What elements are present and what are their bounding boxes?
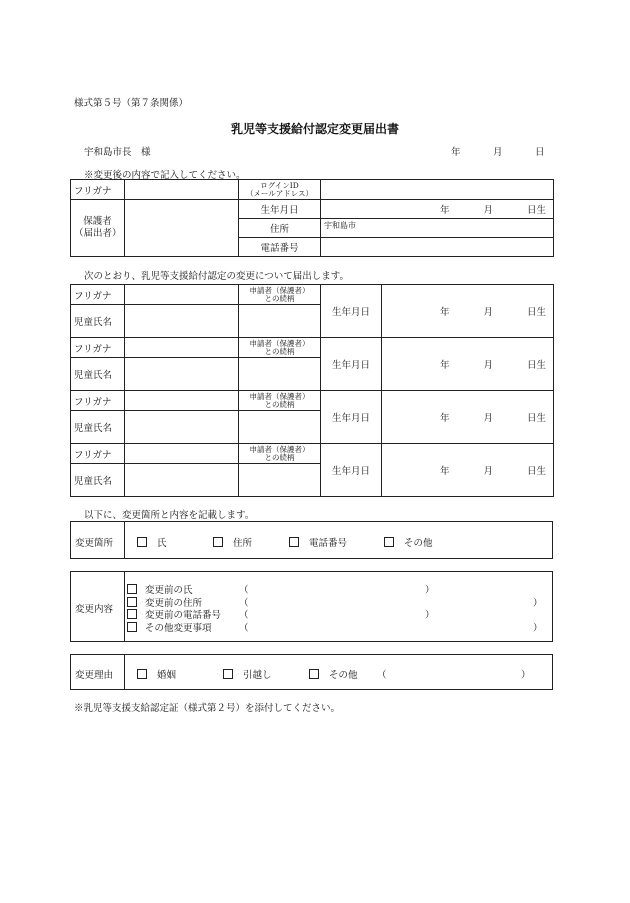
footer-note: ※乳児等支援支給認定証（様式第２号）を添付してください。 [74,703,341,714]
child-birth-field[interactable] [382,444,554,497]
child-relation-label [239,444,321,464]
checkbox-icon [309,669,319,679]
checkbox-icon [384,537,394,547]
child-name-label: 児童氏名 [71,411,125,444]
guardian-name-label-text: 保護者 （届出者） [74,216,122,239]
address-prefill: 宇和島市 [324,221,356,230]
guardian-birth-label: 生年月日 [239,200,321,219]
login-id-label [239,180,321,200]
option-label: 氏 [157,538,167,549]
checkbox-icon [213,537,223,547]
child-birth-field[interactable] [382,391,554,444]
paren-close: ） [533,598,543,609]
child-furigana-label: フリガナ [71,391,125,411]
guardian-phone-field[interactable] [321,238,554,257]
option-label: その他 [404,538,433,549]
child-birth-label: 生年月日 [321,338,382,391]
guardian-table [70,179,554,257]
guardian-birth-year: 年 [439,205,450,216]
page-title: 乳児等支援給付認定変更届出書 [230,122,399,136]
checkbox-location-other[interactable] [384,535,433,549]
child-relation-label-text: 申請者（保護者） との続柄 [249,285,310,303]
checkbox-location-phone[interactable] [289,535,347,549]
item-label: その他変更事項 [145,623,212,634]
checkbox-reason-moving[interactable] [223,667,272,681]
guardian-furigana-field[interactable] [125,180,239,200]
child-birth-month: 月 [483,413,493,424]
checkbox-icon [137,669,147,679]
guardian-address-label: 住所 [239,219,321,238]
option-label: 引越し [243,670,272,681]
child-birth-month: 月 [483,466,493,477]
child-birth-day: 日生 [526,466,546,477]
paren-open: （ [239,585,249,596]
checkbox-reason-marriage[interactable] [137,667,176,681]
option-label: その他 [329,670,358,681]
item-label: 変更前の住所 [145,598,203,609]
paren-close: ） [533,623,543,634]
child-birth-label: 生年月日 [321,444,382,497]
checkbox-icon [289,537,299,547]
paren-open: （ [377,670,387,681]
children-table [70,284,554,497]
option-label: 婚姻 [157,670,177,681]
guardian-birth-month: 月 [483,205,493,216]
checkbox-content-other[interactable] [127,620,212,634]
child-relation-label-text: 申請者（保護者） との続柄 [249,338,310,356]
paren-open: （ [239,623,249,634]
child-furigana-label: フリガナ [71,338,125,358]
child-relation-field[interactable] [239,411,321,444]
child-furigana-field[interactable] [125,338,239,358]
child-furigana-field[interactable] [125,285,239,305]
change-content-label: 変更内容 [75,604,114,615]
child-relation-label-text: 申請者（保護者） との続柄 [249,444,310,462]
child-furigana-label: フリガナ [71,285,125,305]
change-reason-label: 変更理由 [75,670,114,681]
note-top: ※変更後の内容で記入してください。 [84,170,246,181]
checkbox-icon [137,537,147,547]
checkbox-icon [127,609,137,619]
guardian-name-label [71,200,125,257]
checkbox-icon [127,597,137,607]
paren-open: （ [239,610,249,621]
child-birth-year: 年 [439,360,450,371]
child-relation-field[interactable] [239,464,321,497]
child-birth-day: 日生 [526,413,546,424]
child-birth-field[interactable] [382,338,554,391]
child-birth-month: 月 [483,307,493,318]
checkbox-icon [127,622,137,632]
checkbox-content-name[interactable] [127,582,193,596]
child-name-label: 児童氏名 [71,358,125,391]
child-birth-month: 月 [483,360,493,371]
checkbox-icon [223,669,233,679]
guardian-birth-day: 日生 [526,205,546,216]
guardian-phone-label: 電話番号 [239,238,321,257]
change-location-box [70,521,553,559]
option-label: 電話番号 [309,538,348,549]
child-birth-label: 生年月日 [321,285,382,338]
child-birth-label: 生年月日 [321,391,382,444]
child-birth-field[interactable] [382,285,554,338]
paren-open: （ [239,598,249,609]
child-relation-label [239,338,321,358]
child-relation-label [239,391,321,411]
child-birth-day: 日生 [526,360,546,371]
paren-close: ） [425,610,435,621]
date-month-label: 月 [493,147,503,158]
checkbox-reason-other[interactable] [309,667,358,681]
child-birth-year: 年 [439,413,450,424]
change-content-box [70,571,553,642]
child-name-field[interactable] [125,305,239,338]
item-label: 変更前の電話番号 [145,610,222,621]
child-relation-field[interactable] [239,358,321,391]
child-relation-field[interactable] [239,305,321,338]
note-changes: 以下に、変更箇所と内容を記載します。 [84,510,255,521]
statement: 次のとおり、乳児等支援給付認定の変更について届出します。 [84,271,350,282]
child-furigana-label: フリガナ [71,444,125,464]
child-name-field[interactable] [125,358,239,391]
checkbox-content-phone[interactable] [127,607,221,621]
checkbox-location-address[interactable] [213,535,252,549]
change-location-label: 変更箇所 [75,538,114,549]
change-reason-box [70,654,553,690]
child-name-field[interactable] [125,464,239,497]
paren-close: ） [425,585,435,596]
child-name-label: 児童氏名 [71,305,125,338]
checkbox-icon [127,584,137,594]
form-number: 様式第５号（第７条関係） [74,98,189,109]
child-birth-day: 日生 [526,307,546,318]
child-furigana-field[interactable] [125,391,239,411]
child-name-label: 児童氏名 [71,464,125,497]
child-birth-year: 年 [439,307,450,318]
guardian-furigana-label: フリガナ [71,180,125,200]
child-relation-label [239,285,321,305]
checkbox-location-name[interactable] [137,535,167,549]
child-birth-year: 年 [439,466,450,477]
guardian-address-field[interactable] [321,219,554,238]
addressee: 宇和島市長 様 [84,147,151,158]
option-label: 住所 [233,538,253,549]
login-id-field[interactable] [321,180,554,200]
child-name-field[interactable] [125,411,239,444]
login-id-label-text: ログインID （メールアドレス） [245,180,314,198]
child-furigana-field[interactable] [125,444,239,464]
date-day-label: 日 [535,147,545,158]
item-label: 変更前の氏 [145,585,193,596]
date-year-label: 年 [451,147,461,158]
child-relation-label-text: 申請者（保護者） との続柄 [249,391,310,409]
guardian-birth-field[interactable] [321,200,554,219]
paren-close: ） [521,670,531,681]
guardian-name-field[interactable] [125,200,239,257]
